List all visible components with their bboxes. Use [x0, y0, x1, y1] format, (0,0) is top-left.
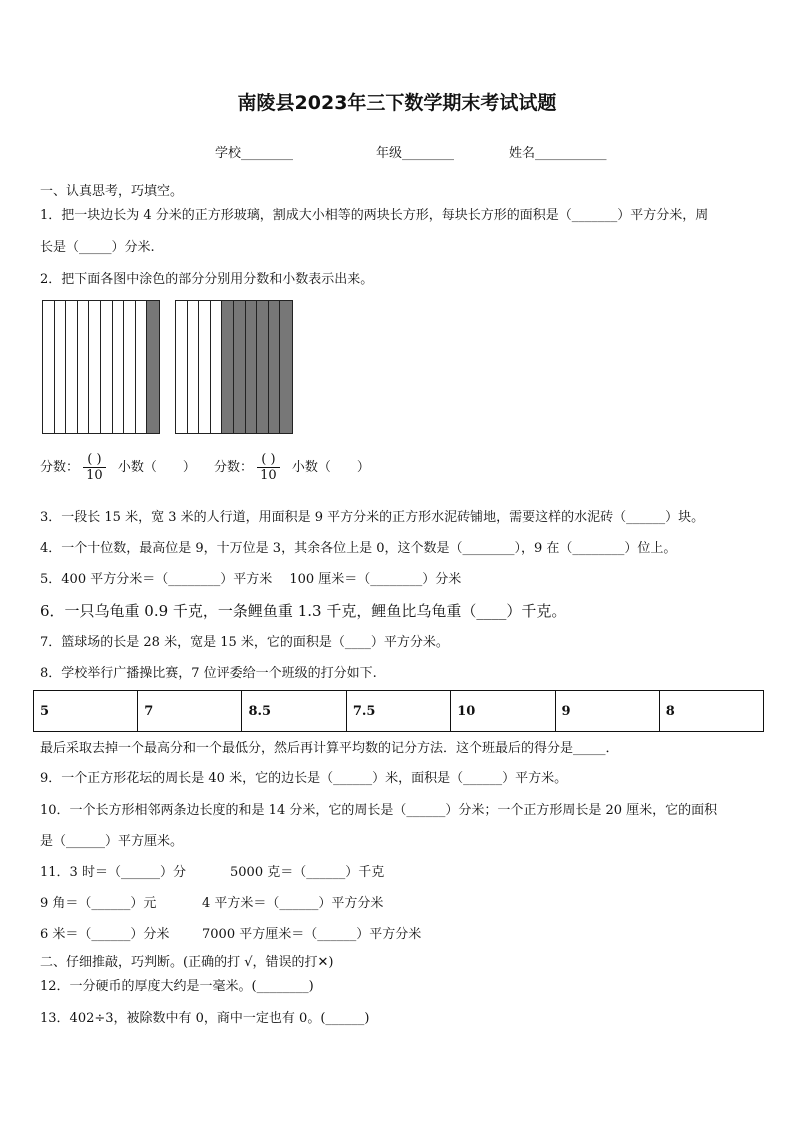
- page-title: 南陵县2023年三下数学期末考试试题: [237, 92, 557, 114]
- grid-column: [199, 301, 211, 433]
- fraction-denominator: 10: [86, 468, 103, 483]
- figure-1-grid: [42, 300, 160, 434]
- question-8: 8．学校举行广播操比赛，7 位评委给一个班级的打分如下.: [40, 666, 377, 681]
- question-11-b: 5000 克＝（______）千克: [230, 865, 385, 880]
- score-cell: 7: [138, 691, 242, 732]
- score-cell: 7.5: [346, 691, 450, 732]
- table-row: [34, 691, 764, 732]
- grid-column-shaded: [147, 301, 159, 433]
- question-11-f: 7000 平方厘米＝（______）平方分米: [202, 927, 422, 942]
- section-2-heading: 二、仔细推敲，巧判断。(正确的打 √，错误的打✕): [40, 955, 334, 970]
- grid-column-shaded: [269, 301, 281, 433]
- question-11-e: 6 米＝（______）分米: [40, 927, 170, 942]
- grid-column: [113, 301, 125, 433]
- section-1-heading: 一、认真思考，巧填空。: [40, 184, 184, 199]
- grid-column: [66, 301, 78, 433]
- grid-column-shaded: [257, 301, 269, 433]
- decimal-label-1: 小数（ ）: [117, 460, 196, 475]
- grid-column-shaded: [222, 301, 234, 433]
- question-8-followup: 最后采取去掉一个最高分和一个最低分，然后再计算平均数的记分方法．这个班最后的得分是_____．: [40, 741, 619, 756]
- fraction-denominator: 10: [260, 468, 277, 483]
- score-cell: 9: [555, 691, 659, 732]
- question-3: 3．一段长 15 米，宽 3 米的人行道，用面积是 9 平方分米的正方形水泥砖铺地，需要这样的水泥砖（______）块。: [40, 510, 705, 525]
- decimal-label-2: 小数（ ）: [291, 460, 370, 475]
- grid-column-shaded: [234, 301, 246, 433]
- scores-table: [33, 690, 764, 732]
- grid-column-shaded: [280, 301, 292, 433]
- grid-column: [176, 301, 188, 433]
- question-5: 5．400 平方分米＝（________）平方米 100 厘米＝（________）分米: [40, 572, 462, 587]
- question-9: 9．一个正方形花坛的周长是 40 米，它的边长是（______）米，面积是（______）平方米。: [40, 771, 568, 786]
- score-cell: 8.5: [242, 691, 346, 732]
- grid-column: [136, 301, 148, 433]
- fraction-label-2: 分数：: [214, 460, 254, 475]
- fraction-numerator: ( ): [257, 452, 280, 468]
- score-cell: 10: [451, 691, 555, 732]
- grid-column-shaded: [246, 301, 258, 433]
- grid-column: [43, 301, 55, 433]
- grid-column: [101, 301, 113, 433]
- grid-column: [55, 301, 67, 433]
- question-6: 6．一只乌龟重 0.9 千克，一条鲤鱼重 1.3 千克，鲤鱼比乌龟重（____）千克。: [40, 602, 567, 620]
- question-7: 7．篮球场的长是 28 米，宽是 15 米，它的面积是（____）平方分米。: [40, 635, 449, 650]
- question-11-a: 11．3 时＝（______）分: [40, 865, 186, 880]
- question-11-c: 9 角＝（______）元: [40, 896, 157, 911]
- question-1-line-1: 1．把一块边长为 4 分米的正方形玻璃，割成大小相等的两块长方形，每块长方形的面积是（_______）平方分米，周: [40, 208, 709, 223]
- question-10-line-2: 是（______）平方厘米。: [40, 834, 184, 849]
- fraction-blank-1: [83, 452, 106, 483]
- name-field: 姓名___________: [509, 146, 607, 161]
- question-13: 13．402÷3，被除数中有 0，商中一定也有 0。(______): [40, 1011, 370, 1026]
- fraction-numerator: ( ): [83, 452, 106, 468]
- question-1-line-2: 长是（_____）分米.: [40, 240, 155, 255]
- question-10-line-1: 10．一个长方形相邻两条边长度的和是 14 分米，它的周长是（______）分米；一个正方形周长是 20 厘米，它的面积: [40, 803, 718, 818]
- fraction-label-1: 分数：: [40, 460, 80, 475]
- grid-column: [188, 301, 200, 433]
- grid-column: [78, 301, 90, 433]
- score-cell: 8: [659, 691, 763, 732]
- grade-field: 年级________: [376, 146, 455, 161]
- grid-column: [124, 301, 136, 433]
- question-12: 12．一分硬币的厚度大约是一毫米。(________): [40, 979, 314, 994]
- score-cell: 5: [34, 691, 138, 732]
- figure-2-grid: [175, 300, 293, 434]
- question-11-d: 4 平方米＝（______）平方分米: [202, 896, 384, 911]
- fraction-blank-2: [257, 452, 280, 483]
- question-2: 2．把下面各图中涂色的部分分别用分数和小数表示出来。: [40, 272, 374, 287]
- question-4: 4．一个十位数，最高位是 9，十万位是 3，其余各位上是 0，这个数是（________），9 在（________）位上。: [40, 541, 677, 556]
- grid-column: [211, 301, 223, 433]
- school-field: 学校________: [215, 146, 294, 161]
- grid-column: [89, 301, 101, 433]
- question-2-answer-row: [40, 452, 370, 483]
